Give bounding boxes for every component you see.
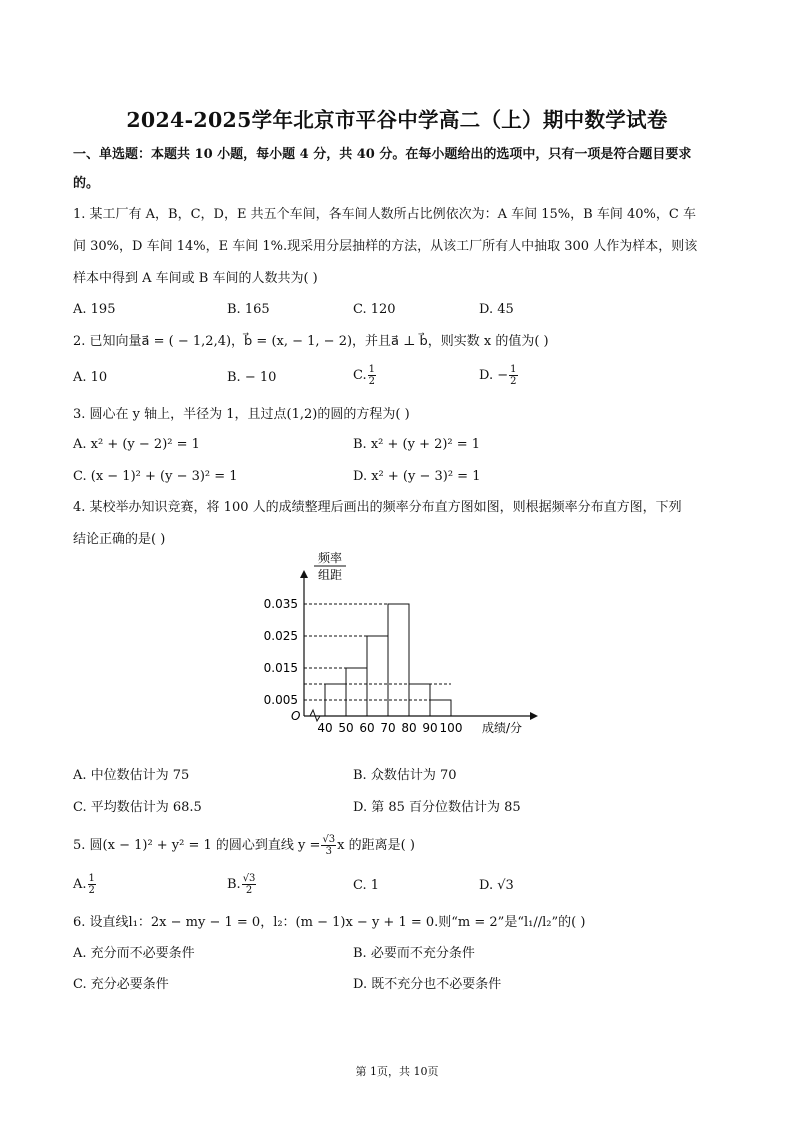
page-footer: 第 1页，共 10页 [355,1065,439,1078]
q1-stem-line3: 样本中得到 A 车间或 B 车间的人数共为( ) [73,271,318,286]
fraction-numerator: 1 [88,873,95,884]
fraction-denominator: 2 [368,376,375,387]
histogram-bar [430,700,451,716]
q3-option-d: D. x² + (y − 3)² = 1 [353,469,481,484]
q5-option-a-label: A. [73,877,87,892]
q4-option-c: C. 平均数估计为 68.5 [73,800,202,815]
y-axis-arrow-icon [300,570,308,578]
q3-stem: 3. 圆心在 y 轴上，半径为 1，且过点(1,2)的圆的方程为( ) [73,407,410,422]
histogram-bar [346,668,367,716]
q1-option-b: B. 165 [227,302,270,317]
q2-option-d [479,364,519,387]
q5-option-b-label: B. [227,877,241,892]
fraction-numerator: √3 [322,834,336,845]
fraction-numerator: 1 [368,364,375,375]
x-tick-label: 40 [317,721,333,735]
q6-option-b: B. 必要而不充分条件 [353,946,475,961]
q6-option-c: C. 充分必要条件 [73,977,169,992]
x-axis-label: 成绩/分 [482,721,523,735]
x-tick-label: 100 [439,721,463,735]
fraction-denominator: 2 [245,885,253,896]
q4-stem-line1: 4. 某校举办知识竞赛，将 100 人的成绩整理后画出的频率分布直方图如图，则根据频率分布直方图，下列 [73,500,682,515]
q5-option-a [73,873,97,896]
y-tick-label: 0.015 [263,661,298,675]
q2-option-a: A. 10 [73,370,108,385]
q2-option-d-fraction [509,364,517,387]
x-tick-label: 50 [338,721,354,735]
q3-option-c: C. (x − 1)² + (y − 3)² = 1 [73,469,238,484]
q2-option-c-label: C. [353,368,367,383]
q5-option-a-fraction [88,873,96,896]
q2-option-b: B. − 10 [227,370,277,385]
frequency-histogram [250,548,550,738]
page-title: 2024-2025学年北京市平谷中学高二（上）期中数学试卷 [126,108,668,132]
y-tick-label: 0.005 [263,693,298,707]
q1-option-d: D. 45 [479,302,514,317]
histogram-bar [367,636,388,716]
q5-stem-prefix: 5. 圆(x − 1)² + y² = 1 的圆心到直线 y = [73,838,321,853]
q4-option-a: A. 中位数估计为 75 [73,768,190,783]
x-tick-label: 90 [422,721,438,735]
fraction-denominator: 2 [510,376,517,387]
q2-option-c [353,364,377,387]
section-heading: 一、单选题：本题共 10 小题，每小题 4 分，共 40 分。在每小题给出的选项中，只有一项是符合题目要求 [73,147,692,162]
q4-option-b: B. 众数估计为 70 [353,768,457,783]
fraction-numerator: √3 [242,873,256,884]
section-heading-cont: 的。 [73,176,100,191]
y-tick-label: 0.035 [263,597,298,611]
x-axis-arrow-icon [530,712,538,720]
q1-option-c: C. 120 [353,302,396,317]
q6-option-a: A. 充分而不必要条件 [73,946,195,961]
q4-stem-line2: 结论正确的是( ) [73,532,166,547]
y-tick-label: 0.025 [263,629,298,643]
q1-option-a: A. 195 [73,302,116,317]
q5-stem [73,834,415,857]
q2-stem: 2. 已知向量a⃗ = ( − 1,2,4)，b⃗ = (x, − 1, − 2)，并且a⃗ ⊥ b⃗，则实数 x 的值为( ) [73,334,549,349]
q1-stem-line2: 间 30%，D 车间 14%，E 车间 1%.现采用分层抽样的方法，从该工厂所有人中抽取 300 人作为样本，则该 [73,239,698,254]
q5-option-c: C. 1 [353,878,380,893]
q3-option-b: B. x² + (y + 2)² = 1 [353,437,481,452]
fraction-numerator: 1 [510,364,517,375]
q5-option-b [227,873,257,896]
y-axis-label-denominator: 组距 [317,568,343,582]
q4-option-d: D. 第 85 百分位数估计为 85 [353,800,521,815]
q3-option-a: A. x² + (y − 2)² = 1 [73,437,200,452]
y-axis-label-numerator: 频率 [317,551,343,565]
q5-stem-fraction [321,834,336,857]
q5-option-b-fraction [242,873,257,896]
q1-stem-line1: 1. 某工厂有 A，B，C，D，E 共五个车间，各车间人数所占比例依次为：A 车间 15%，B 车间 40%，C 车 [73,207,696,222]
q5-option-d: D. √3 [479,878,514,893]
x-tick-label: 60 [359,721,375,735]
x-tick-label: 80 [401,721,417,735]
q2-option-c-fraction [368,364,376,387]
fraction-denominator: 2 [88,885,95,896]
fraction-denominator: 3 [325,846,332,857]
q6-stem: 6. 设直线l₁：2x − my − 1 = 0，l₂：(m − 1)x − y + 1 = 0.则“m = 2”是“l₁//l₂”的( ) [73,915,586,930]
q6-option-d: D. 既不充分也不必要条件 [353,977,502,992]
histogram-bar [388,604,409,716]
q2-option-d-label: D. − [479,368,509,383]
q5-stem-suffix: x 的距离是( ) [337,838,415,853]
origin-label: O [291,709,301,723]
x-tick-label: 70 [380,721,396,735]
